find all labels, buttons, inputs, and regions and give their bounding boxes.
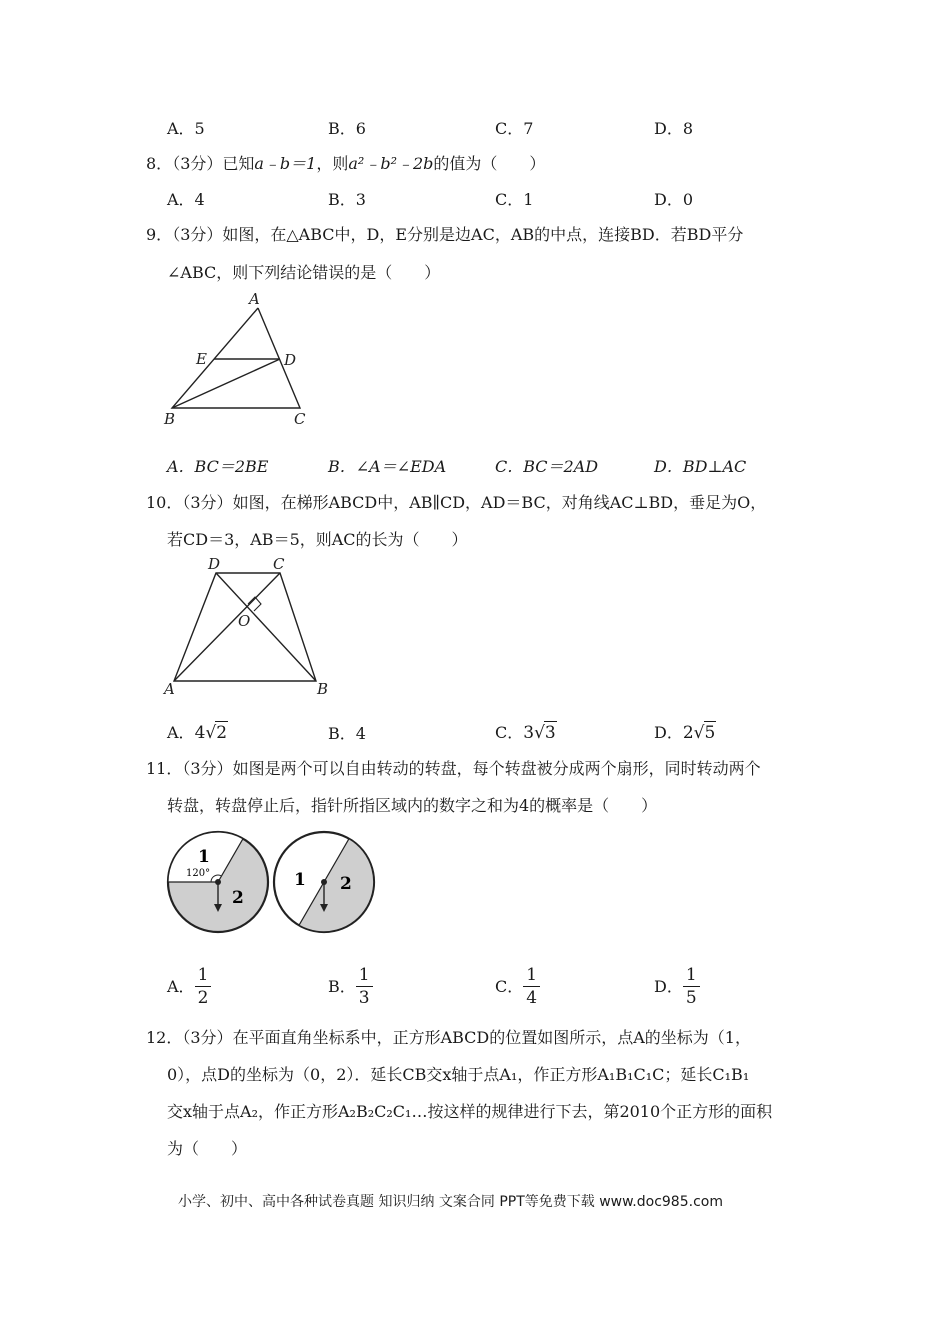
q8-expression: a²﹣b²﹣2b [348, 154, 434, 173]
q10-label-a: A [164, 680, 175, 698]
q11-option-c-denominator: 4 [526, 988, 538, 1008]
q10-option-d [654, 721, 716, 744]
q11-option-d-numerator: 1 [683, 966, 700, 987]
q8-text-mid: ，则 [316, 154, 349, 173]
q11-option-c-label: C． [495, 976, 524, 996]
q9-score: （3分） [172, 225, 223, 244]
q9-label-e: E [196, 350, 207, 368]
q10-option-d-label: D． [654, 723, 683, 742]
q10-trapezoid-figure [160, 556, 340, 701]
q9-label-d: D [284, 351, 297, 369]
q9-stem-line1 [146, 224, 743, 246]
q9-option-d: D．BD⊥AC [654, 457, 747, 476]
q9-text-line1: 如图，在△ABC中，D，E分别是边AC，AB的中点，连接BD．若BD平分 [222, 225, 744, 244]
q8-option-d: D．0 [654, 190, 694, 209]
q10-diagonal-bd [216, 573, 316, 681]
q11-option-c-fraction [523, 966, 540, 1007]
q9-label-b: B [164, 410, 176, 428]
q11-option-b-denominator: 3 [358, 988, 370, 1008]
q10-option-b: B．4 [328, 724, 366, 743]
q10-option-a-label: A． [167, 723, 195, 742]
page-footer: 小学、初中、高中各种试卷真题 知识归纳 文案合同 PPT等免费下载 www.doc985.com [178, 1194, 723, 1210]
q10-option-d-radicand: 5 [704, 723, 716, 743]
q10-stem-line2: 若CD＝3，AB＝5，则AC的长为（ ） [167, 530, 468, 549]
q11-number: 11． [146, 759, 183, 778]
q8-option-a: A．4 [167, 190, 205, 209]
q8-text-prefix: 已知 [222, 154, 255, 173]
q11-option-b-numerator: 1 [356, 966, 373, 987]
q11-option-c [495, 966, 540, 1007]
q10-option-c-label: C． [495, 723, 524, 742]
q9-triangle-figure [160, 288, 320, 433]
q11-text-line1: 如图是两个可以自由转动的转盘，每个转盘被分成两个扇形，同时转动两个 [232, 759, 761, 778]
q9-option-b: B．∠A＝∠EDA [328, 457, 447, 476]
q11-option-a-denominator: 2 [197, 988, 209, 1008]
q10-option-a-value: 4√2 [194, 723, 228, 743]
q11-spinner-2 [274, 832, 374, 932]
q8-stem [146, 153, 545, 175]
q8-number: 8． [146, 154, 173, 173]
q7-option-c: C．7 [495, 119, 534, 138]
q11-option-b [328, 966, 373, 1007]
q10-text-line1: 如图，在梯形ABCD中，AB∥CD，AD＝BC，对角线AC⊥BD，垂足为O， [232, 493, 767, 512]
q9-label-c: C [294, 410, 306, 428]
q11-stem-line2: 转盘，转盘停止后，指针所指区域内的数字之和为4的概率是（ ） [167, 796, 658, 815]
q10-option-a [167, 721, 228, 744]
q8-condition: a﹣b＝1 [254, 154, 317, 173]
q11-option-a-fraction [195, 966, 212, 1007]
q11-spinner-1-pivot [215, 879, 221, 885]
q11-option-a [167, 966, 211, 1007]
q11-option-d-label: D． [654, 976, 683, 996]
q12-score: （3分） [182, 1028, 233, 1047]
q8-option-b: B．3 [328, 190, 366, 209]
q9-option-c: C．BC＝2AD [495, 457, 599, 476]
q10-label-c: C [273, 556, 285, 573]
q10-option-d-value: 2√5 [682, 723, 716, 743]
q12-text-line1: 在平面直角坐标系中，正方形ABCD的位置如图所示，点A的坐标为（1， [232, 1028, 751, 1047]
q9-stem-line2: ∠ABC，则下列结论错误的是（ ） [167, 263, 441, 282]
q11-option-c-numerator: 1 [523, 966, 540, 987]
q10-score: （3分） [182, 493, 233, 512]
q10-diagonal-ac [174, 573, 280, 681]
q10-option-c-coef: 3 [523, 723, 535, 743]
q11-option-b-label: B． [328, 976, 356, 996]
q11-option-d-fraction [683, 966, 700, 1007]
q9-triangle-abc [172, 308, 300, 408]
q11-option-d [654, 966, 700, 1007]
q11-option-a-numerator: 1 [195, 966, 212, 987]
q10-option-c-radicand: 3 [544, 723, 556, 743]
q10-label-b: B [317, 680, 329, 698]
q9-label-a: A [249, 290, 260, 308]
q10-number: 10． [146, 493, 183, 512]
q10-option-a-radicand: 2 [216, 723, 228, 743]
q11-spinner-1-label-1: 1 [198, 847, 210, 867]
q8-option-c: C．1 [495, 190, 534, 209]
q10-label-o: O [238, 612, 251, 630]
q12-number: 12． [146, 1028, 183, 1047]
q9-option-a: A．BC＝2BE [167, 457, 269, 476]
q10-option-d-coef: 2 [682, 723, 694, 743]
q7-option-a: A．5 [167, 119, 205, 138]
q9-number: 9． [146, 225, 173, 244]
q10-stem-line1 [146, 492, 766, 514]
q8-score: （3分） [172, 154, 223, 173]
q11-spinner-2-label-1: 1 [294, 870, 306, 890]
q8-text-suffix: 的值为（ ） [433, 154, 546, 173]
q11-spinner-1 [168, 832, 268, 932]
q10-label-d: D [208, 556, 221, 573]
q11-spinners-figure [164, 830, 380, 940]
q11-option-d-denominator: 5 [685, 988, 697, 1008]
q10-option-c-value: 3√3 [523, 723, 556, 743]
q12-stem-line2: 0），点D的坐标为（0，2）．延长CB交x轴于点A₁，作正方形A₁B₁C₁C；延长C₁B₁ [167, 1065, 750, 1084]
q10-option-a-coef: 4 [194, 723, 206, 743]
q11-option-b-fraction [356, 966, 373, 1007]
q10-option-c [495, 721, 557, 744]
q9-segment-bd [172, 359, 280, 408]
q12-stem-line3: 交x轴于点A₂，作正方形A₂B₂C₂C₁…按这样的规律进行下去，第2010个正方形的面积 [167, 1102, 773, 1121]
q11-option-a-label: A． [167, 976, 195, 996]
q11-spinner-1-angle-label: 120° [186, 868, 211, 879]
q11-spinner-2-pivot [321, 879, 327, 885]
q11-spinner-1-label-2: 2 [232, 888, 244, 908]
q12-stem-line4: 为（ ） [167, 1139, 248, 1158]
q11-score: （3分） [182, 759, 233, 778]
q11-spinner-2-label-2: 2 [340, 874, 352, 894]
q12-stem-line1 [146, 1027, 751, 1049]
q11-stem-line1 [146, 758, 761, 780]
q7-option-d: D．8 [654, 119, 694, 138]
q7-option-b: B．6 [328, 119, 366, 138]
